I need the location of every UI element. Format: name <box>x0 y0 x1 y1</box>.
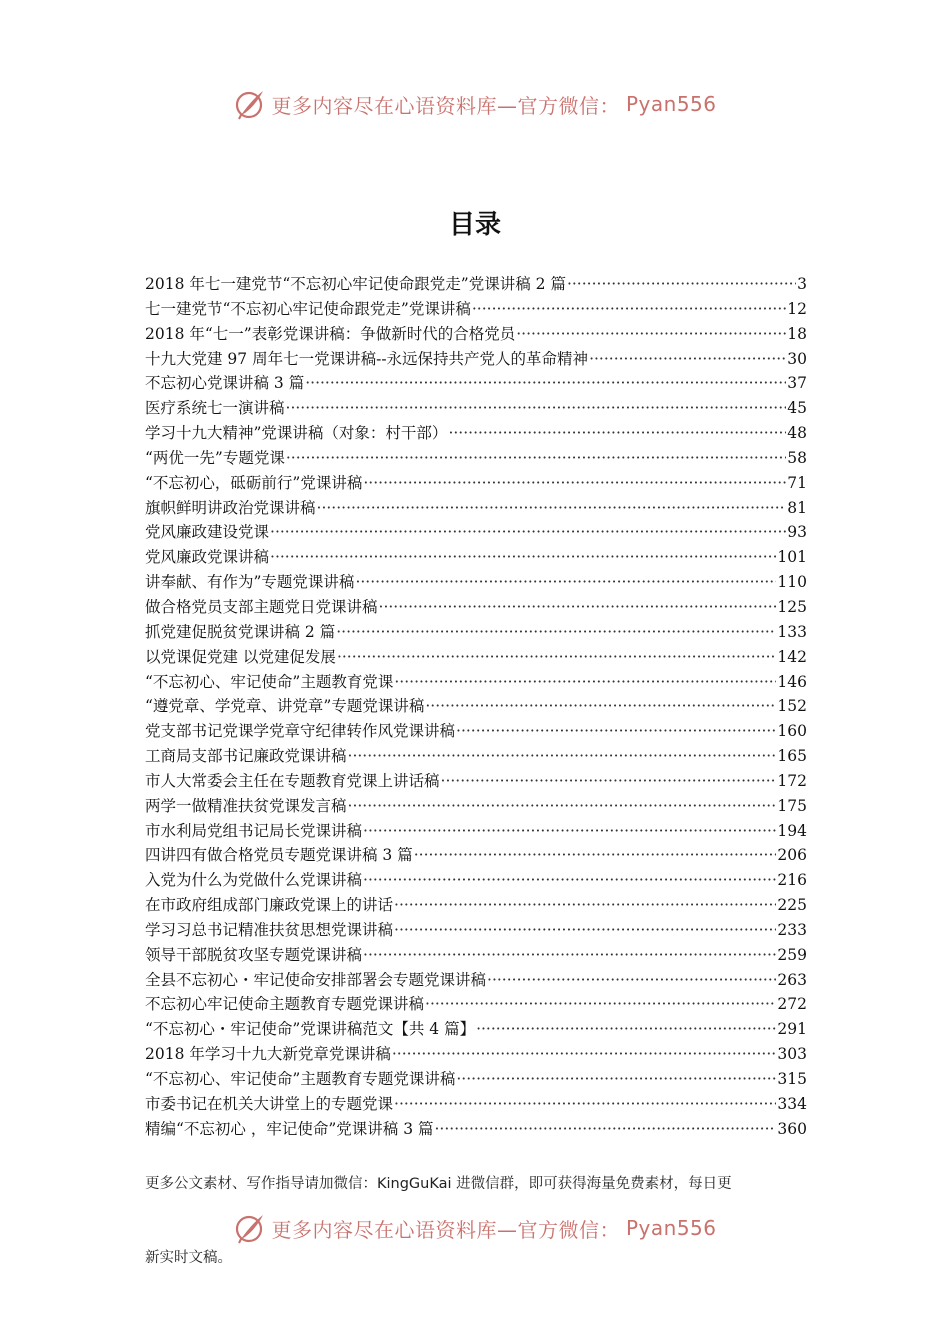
toc-entry[interactable] <box>145 520 807 545</box>
toc-leader-dots <box>425 992 776 1017</box>
toc-entry[interactable] <box>145 744 807 769</box>
toc-leader-dots <box>456 719 776 744</box>
toc-entry[interactable] <box>145 1042 807 1067</box>
toc-entry-page[interactable]: 225 <box>777 896 807 915</box>
toc-entry[interactable] <box>145 446 807 471</box>
toc-leader-dots <box>394 918 776 943</box>
toc-entry-page[interactable]: 194 <box>777 821 807 840</box>
toc-entry[interactable] <box>145 496 807 521</box>
toc-entry[interactable] <box>145 1017 807 1042</box>
toc-leader-dots <box>394 1092 776 1117</box>
toc-leader-dots <box>270 545 776 570</box>
toc-entry-title[interactable]: 讲奉献、有作为”专题党课讲稿 <box>145 573 355 592</box>
toc-entry-title[interactable]: 学习习总书记精准扶贫思想党课讲稿 <box>145 920 394 939</box>
toc-entry[interactable] <box>145 918 807 943</box>
toc-entry-title[interactable]: 四讲四有做合格党员专题党课讲稿 3 篇 <box>145 846 413 865</box>
toc-leader-dots <box>317 496 787 521</box>
toc-entry[interactable] <box>145 471 807 496</box>
toc-entry[interactable] <box>145 620 807 645</box>
toc-leader-dots <box>305 371 786 396</box>
toc-entry-title[interactable]: 入党为什么为党做什么党课讲稿 <box>145 871 363 890</box>
toc-entry[interactable] <box>145 396 807 421</box>
quill-logo-icon <box>233 87 267 121</box>
toc-leader-dots <box>379 595 777 620</box>
toc-entry-title[interactable]: 在市政府组成部门廉政党课上的讲话 <box>145 896 394 915</box>
toc-entry-title[interactable]: 2018 年“七一”表彰党课讲稿：争做新时代的合格党员 <box>145 324 516 343</box>
toc-entry-page[interactable]: 48 <box>787 424 807 443</box>
toc-entry-title[interactable]: 2018 年七一建党节“不忘初心牢记使命跟党走”党课讲稿 2 篇 <box>145 275 566 293</box>
toc-leader-dots <box>286 396 787 421</box>
toc-leader-dots <box>337 645 776 670</box>
toc-leader-dots <box>435 1117 777 1142</box>
toc-leader-dots <box>286 446 786 471</box>
toc-entry-page[interactable]: 291 <box>777 1020 807 1039</box>
toc-entry-title[interactable]: 工商局支部书记廉政党课讲稿 <box>145 747 347 766</box>
toc-leader-dots <box>516 322 786 347</box>
toc-entry-page[interactable]: 110 <box>777 573 807 592</box>
toc-entry[interactable] <box>145 1117 807 1142</box>
toc-entry-page[interactable]: 142 <box>777 647 807 666</box>
toc-list <box>145 272 807 1142</box>
toc-entry-title[interactable]: 市人大常委会主任在专题教育党课上讲话稿 <box>145 771 440 790</box>
toc-entry[interactable] <box>145 670 807 695</box>
toc-entry-page[interactable]: 360 <box>777 1119 807 1138</box>
footer-note-line-2: 新实时文稿。 <box>145 1250 232 1266</box>
toc-entry-title[interactable]: 以党课促党建 以党建促发展 <box>145 647 336 666</box>
toc-leader-dots <box>441 769 777 794</box>
toc-entry-page[interactable]: 71 <box>787 473 807 492</box>
toc-entry[interactable] <box>145 347 807 372</box>
footer-note-line-1: 更多公文素材、写作指导请加微信：KingGuKai 进微信群，即可获得海量免费素材，每日更 <box>145 1176 732 1192</box>
toc-entry-title[interactable]: 全县不忘初心・牢记使命安排部署会专题党课讲稿 <box>145 970 487 989</box>
toc-entry-page[interactable]: 233 <box>777 920 807 939</box>
toc-entry-title[interactable]: 不忘初心党课讲稿 3 篇 <box>145 374 305 393</box>
toc-leader-dots <box>336 620 776 645</box>
toc-leader-dots <box>363 819 776 844</box>
toc-entry-page[interactable]: 146 <box>777 672 807 691</box>
header-watermark-banner <box>0 82 950 126</box>
toc-entry[interactable] <box>145 794 807 819</box>
banner-text: 更多内容尽在心语资料库—官方微信： <box>271 1217 620 1242</box>
toc-leader-dots <box>348 744 777 769</box>
toc-entry-title[interactable]: 抓党建促脱贫党课讲稿 2 篇 <box>145 622 336 641</box>
toc-leader-dots <box>394 670 776 695</box>
toc-entry[interactable] <box>145 943 807 968</box>
toc-leader-dots <box>363 868 776 893</box>
quill-logo-icon <box>233 1211 267 1245</box>
toc-entry[interactable] <box>145 843 807 868</box>
toc-entry-page[interactable]: 175 <box>777 796 807 815</box>
toc-entry-title[interactable]: “不忘初心、牢记使命”主题教育党课 <box>145 672 394 691</box>
toc-entry[interactable] <box>145 1092 807 1117</box>
toc-entry-page[interactable]: 58 <box>787 448 807 467</box>
toc-entry-page[interactable]: 12 <box>787 299 807 318</box>
toc-entry-page[interactable]: 3 <box>797 275 807 293</box>
toc-entry[interactable] <box>145 297 807 322</box>
toc-entry-title[interactable]: 精编“不忘初心 ，牢记使命”党课讲稿 3 篇 <box>145 1119 434 1138</box>
banner-wechat-id: Pyan556 <box>625 92 717 116</box>
toc-entry[interactable] <box>145 719 807 744</box>
toc-entry-page[interactable]: 133 <box>777 622 807 641</box>
toc-entry[interactable] <box>145 968 807 993</box>
banner-text: 更多内容尽在心语资料库—官方微信： <box>271 93 620 118</box>
toc-leader-dots <box>425 694 776 719</box>
toc-entry[interactable] <box>145 545 807 570</box>
toc-entry-title[interactable]: 两学一做精准扶贫党课发言稿 <box>145 796 347 815</box>
toc-leader-dots <box>363 471 786 496</box>
toc-entry-title[interactable]: “不忘初心・牢记使命”党课讲稿范文【共 4 篇】 <box>145 1020 476 1039</box>
toc-entry-title[interactable]: 党风廉政建设党课 <box>145 523 270 542</box>
toc-entry[interactable] <box>145 421 807 446</box>
toc-entry-page[interactable]: 81 <box>787 498 807 517</box>
toc-entry-page[interactable]: 160 <box>777 722 807 741</box>
toc-entry[interactable] <box>145 694 807 719</box>
toc-entry-title[interactable]: “不忘初心，砥砺前行”党课讲稿 <box>145 473 363 492</box>
toc-entry-title[interactable]: 医疗系统七一演讲稿 <box>145 399 285 418</box>
toc-entry-page[interactable]: 45 <box>787 399 807 418</box>
toc-entry[interactable] <box>145 645 807 670</box>
toc-entry-page[interactable]: 172 <box>777 771 807 790</box>
toc-entry-page[interactable]: 125 <box>777 597 807 616</box>
toc-entry[interactable] <box>145 371 807 396</box>
toc-entry-title[interactable]: 党支部书记党课学党章守纪律转作风党课讲稿 <box>145 722 456 741</box>
toc-entry-title[interactable]: 2018 年学习十九大新党章党课讲稿 <box>145 1045 391 1064</box>
toc-entry[interactable] <box>145 595 807 620</box>
toc-leader-dots <box>487 968 776 993</box>
toc-entry-page[interactable]: 93 <box>787 523 807 542</box>
toc-entry-title[interactable]: 学习十九大精神”党课讲稿（对象：村干部） <box>145 424 448 443</box>
toc-entry[interactable] <box>145 570 807 595</box>
toc-leader-dots <box>394 893 776 918</box>
toc-entry-title[interactable]: 旗帜鲜明讲政治党课讲稿 <box>145 498 316 517</box>
toc-entry-title[interactable]: 不忘初心牢记使命主题教育专题党课讲稿 <box>145 995 425 1014</box>
toc-entry-page[interactable]: 303 <box>777 1045 807 1064</box>
toc-leader-dots <box>270 520 786 545</box>
toc-leader-dots <box>348 794 777 819</box>
toc-entry[interactable] <box>145 893 807 918</box>
toc-entry-title[interactable]: 做合格党员支部主题党日党课讲稿 <box>145 597 378 616</box>
toc-entry-page[interactable]: 259 <box>777 945 807 964</box>
toc-entry-page[interactable]: 37 <box>787 374 807 393</box>
toc-entry[interactable] <box>145 819 807 844</box>
toc-leader-dots <box>363 943 776 968</box>
toc-entry-title[interactable]: 十九大党建 97 周年七一党课讲稿--永远保持共产党人的革命精神 <box>145 349 589 368</box>
toc-leader-dots <box>456 1067 776 1092</box>
toc-entry-page[interactable]: 272 <box>777 995 807 1014</box>
toc-entry-title[interactable]: 七一建党节“不忘初心牢记使命跟党走”党课讲稿 <box>145 299 471 318</box>
toc-entry[interactable] <box>145 272 807 297</box>
toc-entry-title[interactable]: 党风廉政党课讲稿 <box>145 548 270 567</box>
toc-leader-dots <box>472 297 786 322</box>
toc-entry[interactable] <box>145 1067 807 1092</box>
toc-leader-dots <box>448 421 786 446</box>
toc-leader-dots <box>414 843 777 868</box>
toc-leader-dots <box>567 272 796 297</box>
toc-entry[interactable] <box>145 992 807 1017</box>
toc-entry-page[interactable]: 30 <box>787 349 807 368</box>
toc-entry-title[interactable]: 领导干部脱贫攻坚专题党课讲稿 <box>145 945 363 964</box>
toc-entry-page[interactable]: 315 <box>777 1070 807 1088</box>
toc-entry-page[interactable]: 101 <box>777 548 807 567</box>
toc-entry-page[interactable]: 18 <box>787 324 807 343</box>
toc-entry-page[interactable]: 152 <box>777 697 807 716</box>
toc-entry-page[interactable]: 263 <box>777 970 807 989</box>
toc-entry-title[interactable]: 市委书记在机关大讲堂上的专题党课 <box>145 1094 394 1113</box>
toc-leader-dots <box>392 1042 777 1067</box>
banner-wechat-id: Pyan556 <box>625 1216 717 1240</box>
toc-entry-title[interactable]: 市水利局党组书记局长党课讲稿 <box>145 821 363 840</box>
footer-watermark-banner <box>0 1206 950 1250</box>
toc-entry[interactable] <box>145 868 807 893</box>
toc-leader-dots <box>355 570 776 595</box>
toc-entry-title[interactable]: “两优一先”专题党课 <box>145 448 285 467</box>
toc-entry[interactable] <box>145 322 807 347</box>
toc-entry-title[interactable]: “不忘初心、牢记使命”主题教育专题党课讲稿 <box>145 1070 456 1088</box>
toc-entry-page[interactable]: 334 <box>777 1094 807 1113</box>
toc-entry-page[interactable]: 216 <box>777 871 807 890</box>
toc-leader-dots <box>589 347 786 372</box>
toc-leader-dots <box>476 1017 776 1042</box>
toc-entry[interactable] <box>145 769 807 794</box>
toc-entry-title[interactable]: “遵党章、学党章、讲党章”专题党课讲稿 <box>145 697 425 716</box>
toc-entry-page[interactable]: 206 <box>777 846 807 865</box>
toc-entry-page[interactable]: 165 <box>777 747 807 766</box>
toc-title: 目录 <box>448 210 501 240</box>
